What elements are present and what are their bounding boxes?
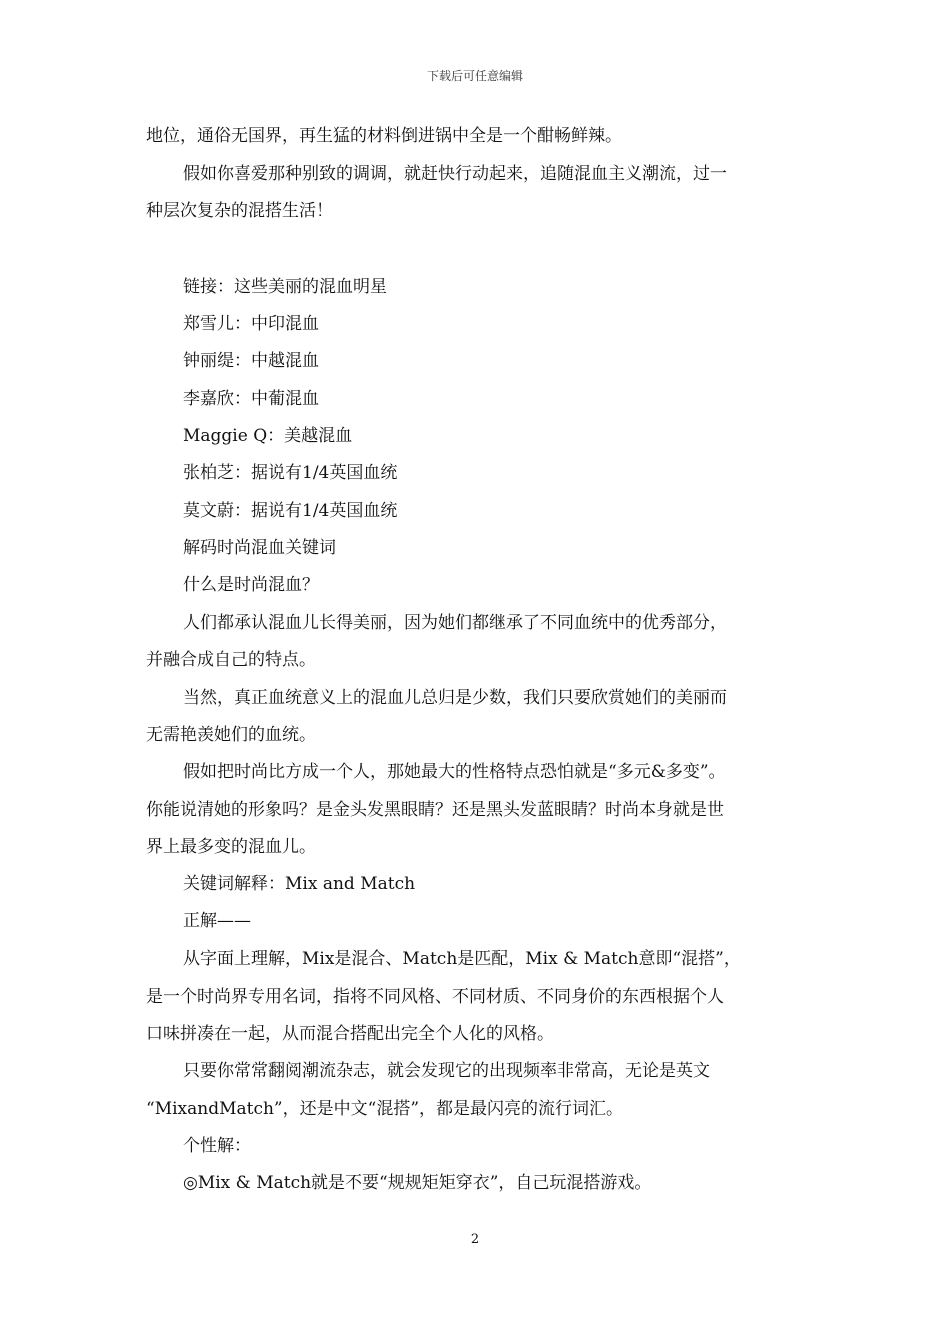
list-item: 莫文蔚：据说有1/4英国血统 [183, 501, 398, 521]
paragraph-line: 种层次复杂的混搭生活！ [146, 201, 333, 221]
list-item: 钟丽缇：中越混血 [183, 351, 319, 371]
paragraph-line: 无需艳羡她们的血统。 [146, 725, 316, 745]
list-item: 张柏芝：据说有1/4英国血统 [183, 463, 398, 483]
paragraph-line: 从字面上理解，Mix是混合、Match是匹配，Mix & Match意即“混搭”， [183, 949, 741, 969]
paragraph-line: ◎Mix & Match就是不要“规规矩矩穿衣”，自己玩混搭游戏。 [183, 1173, 652, 1193]
list-item: Maggie Q：美越混血 [183, 426, 353, 446]
paragraph-line: 你能说清她的形象吗？是金头发黑眼睛？还是黑头发蓝眼睛？时尚本身就是世 [146, 800, 724, 820]
paragraph-line: “MixandMatch”，还是中文“混搭”，都是最闪亮的流行词汇。 [146, 1099, 624, 1119]
page-number: 2 [470, 1232, 480, 1247]
section-heading: 什么是时尚混血？ [183, 575, 319, 595]
page-header: 下载后可任意编辑 [426, 69, 523, 83]
paragraph-line: 并融合成自己的特点。 [146, 650, 316, 670]
paragraph-line: 假如你喜爱那种别致的调调，就赶快行动起来，追随混血主义潮流，过一 [183, 164, 727, 184]
list-item: 郑雪儿：中印混血 [183, 314, 319, 334]
section-heading: 关键词解释：Mix and Match [183, 874, 416, 894]
paragraph-line: 当然，真正血统意义上的混血儿总归是少数，我们只要欣赏她们的美丽而 [183, 688, 727, 708]
list-item: 李嘉欣：中葡混血 [183, 389, 319, 409]
link-heading: 链接：这些美丽的混血明星 [183, 277, 387, 297]
section-heading: 正解—— [183, 911, 251, 931]
section-heading: 解码时尚混血关键词 [183, 538, 336, 558]
paragraph-line: 假如把时尚比方成一个人，那她最大的性格特点恐怕就是“多元&多变”。 [183, 762, 726, 782]
paragraph-line: 人们都承认混血儿长得美丽，因为她们都继承了不同血统中的优秀部分， [183, 613, 727, 633]
paragraph-line: 口味拼凑在一起，从而混合搭配出完全个人化的风格。 [146, 1024, 554, 1044]
section-heading: 个性解： [183, 1136, 251, 1156]
paragraph-line: 是一个时尚界专用名词，指将不同风格、不同材质、不同身价的东西根据个人 [146, 987, 724, 1007]
paragraph-line: 界上最多变的混血儿。 [146, 837, 316, 857]
paragraph-line: 地位，通俗无国界，再生猛的材料倒进锅中全是一个酣畅鲜辣。 [146, 126, 622, 146]
paragraph-line: 只要你常常翻阅潮流杂志，就会发现它的出现频率非常高，无论是英文 [183, 1061, 710, 1081]
